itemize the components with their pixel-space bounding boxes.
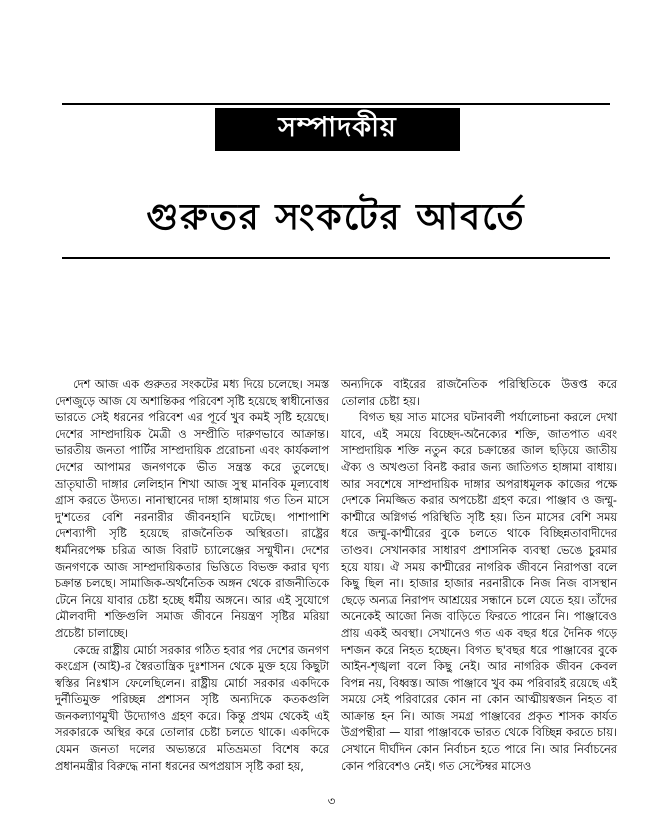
paragraph: দেশ আজ এক গুরুতর সংকটের মধ্য দিয়ে চলেছে। সমস্ত দেশজুড়ে আজ যে অশান্তিকর পরিবেশ সৃষ্টি হয়েছে স্বাধীনোত্তর ভারতে সেই ধরনের পরিবেশ এর পূর্বে খুব কমই সৃষ্টি হয়েছে। দেশের সাম্প্রদায়িক মৈত্রী ও সম্প্রীতি দারুণভাবে আক্রান্ত। ভারতীয় জনতা পার্টির সাম্প্রদায়িক প্ররোচনা এবং কার্যকলাপ দেশের আপামর জনগণকে ভীত সন্ত্রস্ত করে তুলেছে। ভ্রাতৃঘাতী দাঙ্গার লেলিহান শিখা আজ সুস্থ মানবিক মূল্যবোধ গ্রাস করতে উদ্যত। নানাস্থানের দাঙ্গা হাঙ্গামায় গত তিন মাসে দু'শতের বেশি নরনারীর জীবনহানি ঘটেছে। পাশাপাশি দেশব্যাপী সৃষ্টি হয়েছে রাজনৈতিক অস্থিরতা। রাষ্ট্রের ধর্মনিরপেক্ষ চরিত্র আজ বিরাট চ্যালেঞ্জের সম্মুখীন। দেশের জনগণকে আজ সাম্প্রদায়িকতার ভিত্তিতে বিভক্ত করার ঘৃণ্য চক্রান্ত চলছে। সামাজিক-অর্থনৈতিক অঙ্গন থেকে রাজনীতিকে টেনে নিয়ে যাবার চেষ্টা হচ্ছে ধর্মীয় অঙ্গনে। আর এই সুযোগে মৌলবাদী শক্তিগুলি সমাজ জীবনে নিয়ন্ত্রণ সৃষ্টির মরিয়া প্রচেষ্টা চালাচ্ছে। (55, 378, 329, 640)
top-rule (62, 103, 610, 105)
paragraph: কেন্দ্রে রাষ্ট্রীয় মোর্চা সরকার গঠিত হবার পর দেশের জনগণ কংগ্রেস (আই)-র স্বৈরতান্ত্রিক দুঃশাসন থেকে মুক্ত হয়ে কিছুটা স্বস্তির নিঃশ্বাস ফেলেছিলেন। রাষ্ট্রীয় মোর্চা সরকার একদিকে দুর্নীতিমুক্ত পরিচ্ছন্ন প্রশাসন সৃষ্টি অন্যদিকে কতকগুলি জনকল্যাণমুখী উদ্যোগও গ্রহণ করে। কিন্তু প্রথম থেকেই এই সরকারকে অস্থির করে তোলার চেষ্টা চলতে থাকে। একদিকে যেমন জনতা দলের অভ্যন্তরে মতিভ্রমতা বিশেষ করে প্রধানমন্ত্রীর বিরুদ্ধে নানা ধরনের অপপ্রয়াস সৃষ্টি করা হয়, (55, 643, 329, 773)
headline-rule (62, 257, 610, 259)
column-left (55, 377, 329, 775)
paragraph: বিগত ছয় সাত মাসের ঘটনাবলী পর্যালোচনা করলে দেখা যাবে, এই সময়ে বিচ্ছেদ-অনৈক্যের শক্তি, জাতপাত এবং সাম্প্রদায়িক শক্তি নতুন করে চক্রান্তের জাল ছড়িয়ে জাতীয় ঐক্য ও অখণ্ডতা বিনষ্ট করার জন্য জাতিগত হাঙ্গামা বাধায়। আর সবশেষে সাম্প্রদায়িক দাঙ্গার অপরাধমূলক কাজের পক্ষে দেশকে নিমজ্জিত করার অপচেষ্টা গ্রহণ করে। পাঞ্জাব ও জম্মু-কাশ্মীরে অগ্নিগর্ভ পরিস্থিতি সৃষ্টি হয়। তিন মাসের বেশি সময় ধরে জম্মু-কাশ্মীরের বুকে চলতে থাকে বিচ্ছিন্নতাবাদীদের তাণ্ডব। সেখানকার সাধারণ প্রশাসনিক ব্যবস্থা ভেঙে চুরমার হয়ে যায়। ঐ সময় কাশ্মীরের নাগরিক জীবনে নিরাপত্তা বলে কিছু ছিল না। হাজার হাজার নরনারীকে নিজ নিজ বাসস্থান ছেড়ে অন্যত্র নিরাপদ আশ্রয়ের সন্ধানে চলে যেতে হয়। তাঁদের অনেকেই আজো নিজ বাড়িতে ফিরতে পারেন নি। পাঞ্জাবেও প্রায় একই অবস্থা। সেখানেও গত এক বছর ধরে দৈনিক গড়ে দশজন করে নিহত হচ্ছেন। বিগত ছ'বছর ধরে পাঞ্জাবের বুকে আইন-শৃঙ্খলা বলে কিছু নেই। আর নাগরিক জীবন কেবল বিপন্ন নয়, বিধ্বস্ত। আজ পাঞ্জাবে খুব কম পরিবারই রয়েছে এই সময়ে সেই পরিবারের কোন না কোন আত্মীয়স্বজন নিহত বা আক্রান্ত হন নি। আজ সমগ্র পাঞ্জাবের প্রকৃত শাসক কার্যত উগ্রপন্থীরা — যারা পাঞ্জাবকে ভারত থেকে বিচ্ছিন্ন করতে চায়। সেখানে দীর্ঘদিন কোন নির্বাচন হতে পারে নি। আর নির্বাচনের কোন পরিবেশও নেই। গত সেপ্টেম্বর মাসেও (341, 411, 617, 773)
section-label: সম্পাদকীয় (215, 108, 460, 151)
headline: গুরুতর সংকটের আবর্তে (146, 197, 526, 238)
page-number: ৩ (327, 794, 336, 808)
column-right (341, 377, 617, 775)
paragraph: অন্যদিকে বাইরের রাজনৈতিক পরিস্থিতিকে উত্তপ্ত করে তোলার চেষ্টা হয়। (341, 378, 617, 408)
